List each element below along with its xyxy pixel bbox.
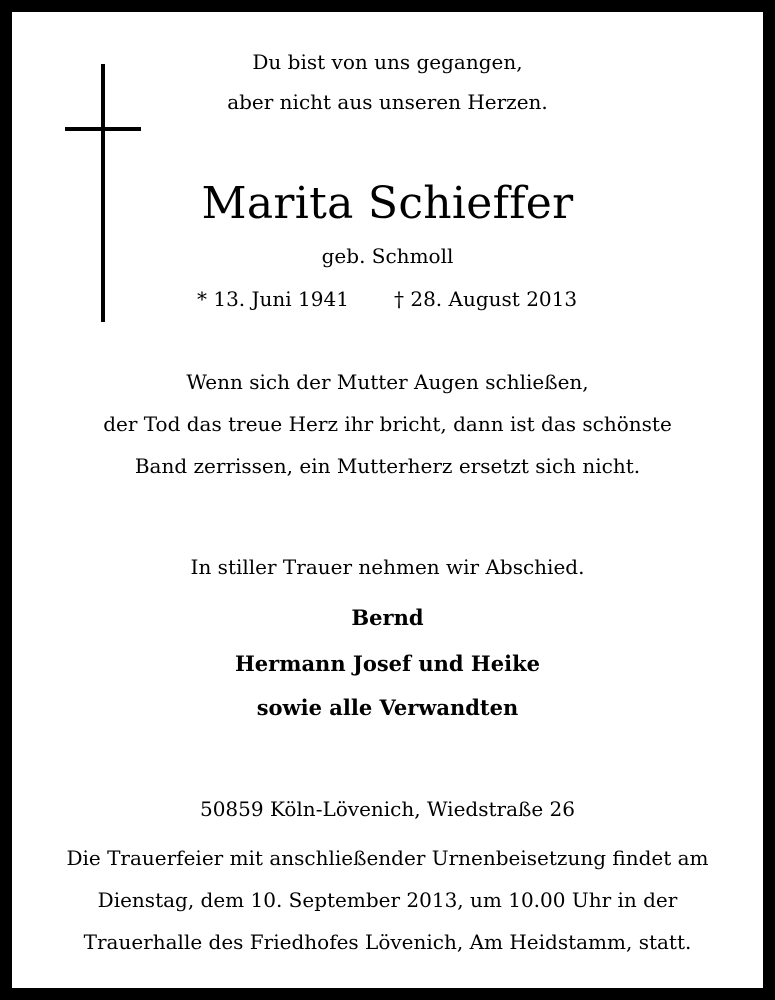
address: 50859 Köln-Lövenich, Wiedstraße 26 xyxy=(199,797,576,821)
funeral-line-1: Die Trauerfeier mit anschließender Urnenbeisetzung findet am xyxy=(66,846,709,870)
intro-line-1: Du bist von uns gegangen, xyxy=(252,50,523,74)
poem-line-1: Wenn sich der Mutter Augen schließen, xyxy=(186,370,589,394)
funeral-line-3: Trauerhalle des Friedhofes Lövenich, Am Heidstamm, statt. xyxy=(83,930,692,954)
maiden-name: geb. Schmoll xyxy=(321,244,454,268)
funeral-line-2: Dienstag, dem 10. September 2013, um 10.00 Uhr in der xyxy=(97,888,678,912)
poem-line-2: der Tod das treue Herz ihr bricht, dann ist das schönste xyxy=(103,412,672,436)
intro-line-2: aber nicht aus unseren Herzen. xyxy=(227,90,548,114)
mourning-statement: In stiller Trauer nehmen wir Abschied. xyxy=(190,555,585,579)
cross-icon-bar xyxy=(65,127,141,131)
mourner-hermann-josef-heike: Hermann Josef und Heike xyxy=(234,651,541,676)
deceased-name: Marita Schieffer xyxy=(201,178,574,229)
birth-date: * 13. Juni 1941 xyxy=(197,287,349,311)
mourner-bernd: Bernd xyxy=(351,605,424,630)
poem-line-3: Band zerrissen, ein Mutterherz ersetzt sich nicht. xyxy=(134,454,641,478)
death-date: † 28. August 2013 xyxy=(394,287,578,311)
mourner-relatives: sowie alle Verwandten xyxy=(256,695,519,720)
